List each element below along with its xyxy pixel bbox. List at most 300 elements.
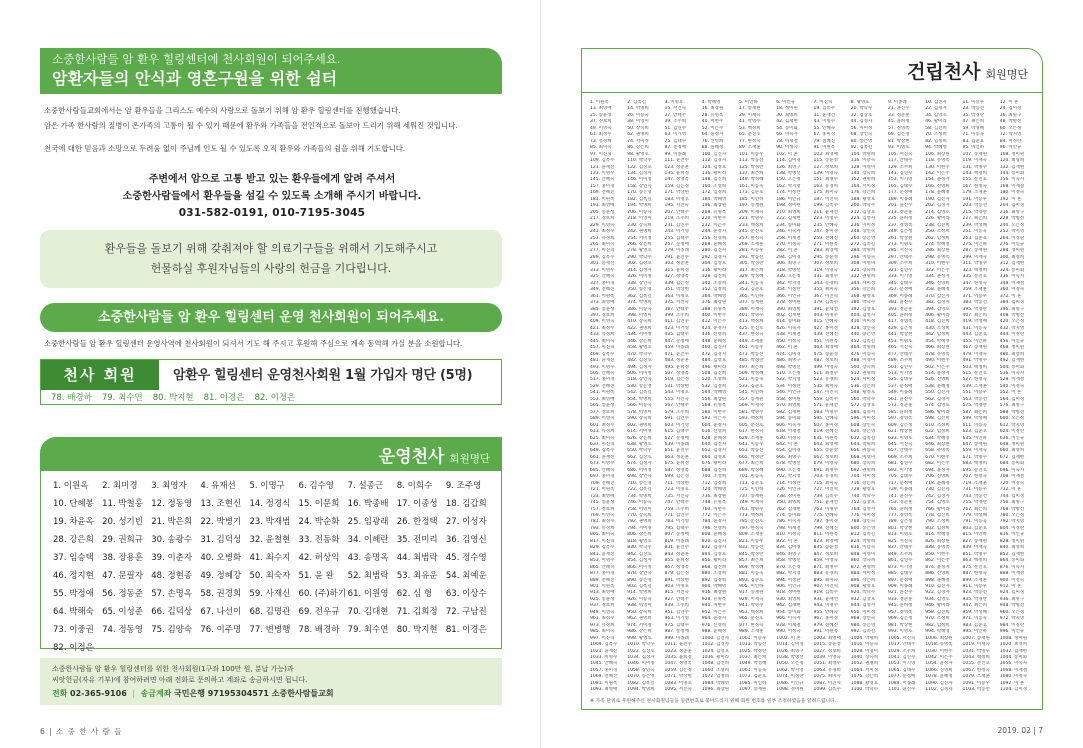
building-angel-member: 822. 이 흔	[776, 538, 798, 544]
building-angel-member: 832. 김경자	[701, 545, 727, 551]
building-angel-member: 138. 박병선	[776, 170, 801, 176]
building-angel-member: 377. 송재원	[739, 300, 764, 306]
building-angel-member: 602. 권명희	[627, 422, 652, 428]
new-member: 78. 배경하	[51, 393, 92, 403]
building-angel-member: 667. 정보희	[813, 454, 838, 460]
building-angel-member: 492. 김재현	[999, 358, 1025, 364]
building-angel-member: 220. 이현주	[701, 216, 727, 222]
building-angel-member: 62. 권명희	[627, 132, 649, 138]
building-angel-member: 918. 정미원	[776, 590, 801, 596]
building-angel-member: 516. 이숙자	[999, 371, 1025, 377]
building-angel-member: 1033. 이명수	[590, 654, 618, 660]
building-angel-member: 1083. 이명호	[664, 680, 692, 686]
operation-angel-member: 5. 이명구	[249, 481, 285, 491]
building-angel-member: 166. 신영희	[925, 183, 950, 189]
building-angel-member: 639. 이종례	[664, 442, 689, 448]
building-angel-member: 512. 권명희	[850, 371, 876, 377]
intro-paragraph-2: 암은 가족 한사람의 질병이 온가족의 고통이 될 수 있기 때문에 환우와 가족들을 전인적으로 돌보아 드리기 위해 세워진 것입니다.	[44, 121, 458, 130]
building-angel-member: 805. 최미숙	[590, 532, 615, 538]
operation-angel-member: 32. 윤철현	[249, 535, 291, 545]
building-angel-member: 147. 정영옥	[664, 177, 689, 183]
operation-angel-grid	[53, 477, 495, 657]
building-angel-member: 662. 김상호	[627, 454, 652, 460]
building-angel-member: 92. 김옥길	[850, 145, 873, 151]
building-angel-member: 300. 최영희	[999, 254, 1025, 260]
building-angel-member: 730. 김진자	[925, 487, 950, 493]
building-angel-member: 85. 최미숙	[590, 145, 612, 151]
building-angel-member: 627. 문정애	[664, 435, 689, 441]
building-angel-member: 376. 최장원	[701, 300, 727, 306]
building-angel-member: 175. 최미숙	[813, 190, 838, 196]
building-angel-member: 292. 김경자	[701, 254, 727, 260]
building-angel-member: 712. 임정희	[701, 480, 727, 486]
building-angel-member: 868. 김진희	[701, 564, 727, 570]
building-angel-member: 929. 이재숙	[739, 596, 764, 602]
building-angel-member: 672. 김재현	[999, 454, 1025, 460]
building-angel-member: 902. 김옥길	[627, 583, 652, 589]
building-angel-member: 1039. 이영숙	[813, 654, 841, 660]
operation-angel-member: 49. 정혜강	[200, 571, 242, 581]
building-angel-member: 444. 이정란	[999, 332, 1025, 338]
building-angel-member: 752. 김상호	[850, 500, 876, 506]
building-angel-member: 623. 김준호	[962, 429, 987, 435]
building-angel-member: 338. 장인숙	[627, 280, 652, 286]
building-angel-member: 686. 이미정	[627, 467, 652, 473]
building-angel-member: 452. 김옥길	[850, 338, 876, 344]
building-angel-member: 57. 정영옥	[888, 125, 910, 131]
building-angel-member: 98. 황영호	[627, 151, 649, 157]
building-angel-member: 468. 정미원	[999, 345, 1025, 351]
building-angel-member: 250. 조성희	[925, 229, 950, 235]
contact-line	[52, 687, 490, 700]
building-angel-member: 403. 이명수	[813, 312, 838, 318]
building-angel-member: 1076. 강은희	[850, 674, 879, 680]
building-angel-member: 564. 김미경	[999, 396, 1025, 402]
building-angel-member: 937. 정보희	[590, 603, 615, 609]
building-angel-member: 469. 김옥수	[590, 351, 615, 357]
building-angel-member: 337. 홍미경	[590, 280, 615, 286]
building-angel-member: 1014. 김미경	[776, 642, 804, 648]
building-angel-member: 38. 이영미	[627, 119, 649, 125]
building-angel-member: 154. 윤정자	[925, 177, 950, 183]
building-angel-member: 837. 안태주	[888, 545, 913, 551]
building-angel-member: 596. 이미정	[850, 416, 876, 422]
building-angel-member: 467. 송재원	[962, 345, 987, 351]
building-angel-member: 956. 이미정	[850, 609, 876, 615]
building-angel-member: 133. 이명수	[590, 170, 615, 176]
building-angel-member: 1006. 최장원	[925, 635, 953, 641]
building-angel-member: 828. 정미원	[999, 538, 1025, 544]
building-angel-member: 50. 장숙희	[627, 125, 649, 131]
building-angel-member: 803. 김준호	[962, 525, 987, 531]
member-number-note: ※ 가족 단위로 후원해주신 천사회원님들을 일련번호로 묶어드리기 위해 회원 번호를 일부 조정하였음을 알려드립니다.	[590, 699, 837, 704]
building-angel-member: 366. 이인규	[776, 293, 801, 299]
building-angel-member: 375. 서진숙	[664, 300, 689, 306]
operation-angel-member: 24. 박순화	[298, 517, 340, 527]
building-angel-member: 522. 박지영	[776, 377, 801, 383]
operation-angel-member: 39. 이춘자	[151, 553, 193, 563]
building-angel-member: 919. 김옥수	[813, 590, 838, 596]
building-angel-member: 408. 박병선	[999, 312, 1025, 318]
building-angel-member: 244. 윤정자	[701, 229, 727, 235]
operation-angel-member: 70. 김대현	[347, 607, 389, 617]
building-angel-member: 1040. 장숙희	[850, 654, 879, 660]
building-angel-member: 733. 최영애	[590, 493, 615, 499]
building-angel-member: 254. 서미정	[627, 235, 652, 241]
building-angel-member: 553. 최영애	[590, 396, 615, 402]
building-angel-member: 732. 이 흔	[999, 487, 1022, 493]
building-angel-member: 95. 이인하	[962, 145, 985, 151]
building-angel-member: 330. 오은정	[776, 274, 801, 280]
building-angel-member: 815. 이인하	[962, 532, 987, 538]
building-angel-member: 986. 강은희	[627, 629, 652, 635]
building-angel-member: 335. 문진호	[962, 274, 987, 280]
building-angel-member: 476. 이승숙	[850, 351, 876, 357]
building-angel-member: 762. 김재현	[776, 506, 801, 512]
building-angel-member: 145. 안혜숙	[590, 177, 615, 183]
building-angel-member: 589. 이영숙	[590, 416, 615, 422]
new-members-list	[51, 391, 295, 403]
building-angel-member: 1004. 박명희	[850, 635, 879, 641]
building-angel-member: 1035. 윤희정	[664, 654, 692, 660]
building-angel-member: 649. 김옥수	[590, 448, 615, 454]
building-angel-member: 413. 백정희	[739, 319, 764, 325]
building-angel-member: 252. 박지영	[999, 229, 1025, 235]
building-angel-member: 994. 박혜영	[925, 629, 950, 635]
building-angel-member: 91. 이원옥	[813, 145, 836, 151]
building-angel-subtitle: 회원명단	[985, 68, 1028, 81]
building-angel-member: 1015. 송윤성	[813, 642, 841, 648]
building-angel-member: 453. 이명호	[888, 338, 913, 344]
operation-angel-member: 46. 정지현	[53, 571, 94, 581]
building-angel-member: 223. 이명수	[813, 216, 838, 222]
building-angel-member: 770. 장숙희	[627, 513, 652, 518]
building-angel-member: 705. 김태수	[888, 474, 913, 480]
building-angel-member: 1069. 전혜진	[590, 674, 618, 680]
building-angel-member: 912. 이 흔	[999, 583, 1022, 589]
building-angel-member: 744. 김미경	[999, 493, 1025, 499]
building-angel-member: 29. 이재숙	[739, 112, 761, 118]
building-angel-member: 1008. 정미원	[999, 635, 1028, 641]
building-angel-member: 1072. 임정희	[701, 674, 730, 680]
building-angel-member: 129. 조주희	[888, 164, 913, 170]
building-angel-member: 1049. 박성혜	[739, 661, 767, 667]
building-angel-member: 536. 강은희	[850, 383, 876, 389]
building-angel-member: 731. 이승우	[962, 487, 987, 493]
operation-angel-member: 42. 허상익	[298, 553, 340, 563]
building-angel-member: 808. 윤혜정	[701, 532, 727, 538]
building-angel-member: 1091. 이승우	[962, 680, 990, 686]
building-angel-member: 793. 유경희	[590, 525, 615, 531]
building-angel-member: 973. 유경희	[590, 622, 615, 628]
building-angel-member: 869. 박성혜	[739, 564, 764, 570]
building-angel-member: 768. 박병선	[999, 506, 1025, 512]
building-angel-member: 125. 박경란	[739, 164, 764, 170]
building-angel-member: 424. 윤정자	[701, 325, 727, 331]
building-angel-member: 227. 최은희	[962, 216, 987, 222]
building-angel-member: 782. 권명희	[627, 519, 652, 525]
building-angel-member: 101. 이승우	[739, 151, 764, 157]
building-angel-member: 66. 이숙자	[776, 132, 798, 138]
building-angel-member: 747. 안태주	[664, 500, 689, 506]
building-angel-member: 454. 박혜영	[925, 338, 950, 344]
building-angel-member: 58. 김진희	[925, 125, 947, 131]
building-angel-member: 364. 박혜영	[701, 293, 727, 299]
building-angel-member: 1082. 김옥길	[627, 680, 655, 686]
building-angel-member: 76. 신영희	[701, 138, 724, 144]
building-angel-member: 164. 서미정	[850, 183, 876, 189]
building-angel-member: 1100. 박학수	[850, 687, 879, 693]
building-angel-member: 989. 조재훈	[739, 629, 764, 635]
building-angel-member: 845. 박경란	[739, 551, 764, 557]
building-angel-member: 509. 박성혜	[739, 371, 764, 377]
building-angel-member: 765. 윤희정	[888, 506, 913, 512]
operation-angel-member: 71. 김희정	[396, 607, 438, 617]
building-angel-member: 141. 김연수	[888, 170, 913, 176]
building-angel-member: 67. 홍미경	[813, 132, 836, 138]
building-angel-member: 999. 이종례	[664, 635, 689, 641]
building-angel-member: 934. 김영호	[925, 596, 950, 602]
building-angel-member: 818. 황영호	[627, 538, 652, 544]
operation-angel-member: 21. 박은희	[151, 517, 193, 527]
building-angel-member: 422. 권명희	[627, 325, 652, 331]
building-angel-member: 483. 정준훈	[664, 358, 689, 364]
operation-angel-member: 17. 이종성	[396, 499, 438, 509]
building-angel-member: 1000. 김진자	[701, 635, 730, 641]
building-angel-member: 896. 강은희	[850, 577, 876, 583]
building-angel-member: 983. 김준호	[962, 622, 987, 628]
building-angel-member: 529. 전혜진	[590, 383, 615, 389]
building-angel-member: 724. 박혜영	[701, 487, 727, 493]
building-angel-member: 162. 박지영	[776, 183, 801, 189]
building-angel-member: 1030. 이현주	[925, 648, 953, 654]
building-angel-member: 1058. 장인숙	[627, 667, 655, 673]
building-angel-member: 1057. 홍미경	[590, 667, 618, 673]
building-angel-member: 61. 최정수	[590, 132, 612, 138]
building-angel-member: 182. 김옥길	[627, 196, 652, 202]
building-angel-member: 626. 강은희	[627, 435, 652, 441]
building-angel-member: 1070. 송은영	[627, 674, 655, 680]
building-angel-member: 823. 최영애	[813, 538, 838, 544]
building-angel-member: 771. 김연수	[664, 513, 689, 518]
building-angel-member: 915. 서진숙	[664, 590, 689, 596]
building-angel-member: 678. 박병선	[776, 461, 801, 467]
building-angel-member: 836. 이승숙	[850, 545, 876, 551]
building-angel-member: 17. 송재원	[739, 106, 761, 112]
building-angel-member: 18. 정미원	[776, 106, 798, 112]
building-angel-member: 329. 박성혜	[739, 274, 764, 280]
building-angel-member: 847. 정보희	[813, 551, 838, 557]
building-angel-member: 944. 김성자	[850, 603, 876, 609]
building-angel-member: 59. 박성혜	[962, 125, 985, 131]
building-angel-member: 397. 정보희	[590, 312, 615, 318]
building-angel-member: 666. 최명구	[776, 454, 801, 460]
building-angel-member: 526. 신영희	[925, 377, 950, 383]
building-angel-member: 697. 홍미경	[590, 474, 615, 480]
building-angel-member: 69. 김은정	[888, 132, 910, 138]
account-number: 국민은행 97195304571 소중한사람들교회	[174, 689, 334, 698]
building-angel-member: 811. 이원옥	[813, 532, 838, 538]
building-angel-member: 421. 최정수	[590, 325, 615, 331]
operation-angel-member: 44. 최범락	[396, 553, 438, 563]
building-angel-member: 425. 문진호	[739, 325, 764, 331]
building-angel-member: 159. 김은정	[664, 183, 689, 189]
building-angel-member: 960. 오은정	[999, 609, 1025, 615]
building-angel-member: 460. 김진자	[701, 345, 727, 351]
building-angel-member: 3. 이명호	[664, 100, 684, 105]
building-angel-member: 506. 이미정	[627, 371, 652, 377]
building-angel-member: 565. 송윤성	[590, 403, 615, 409]
building-angel-member: 295. 송윤성	[813, 254, 838, 260]
building-angel-member: 703. 유경희	[813, 474, 838, 480]
building-angel-member: 289. 김옥수	[590, 254, 615, 260]
building-angel-member: 430. 조성희	[925, 325, 950, 331]
building-angel-member: 1032. 김재현	[999, 648, 1028, 654]
building-angel-member: 22. 김경자	[925, 106, 947, 112]
building-angel-member: 788. 장인숙	[850, 519, 876, 525]
building-angel-member: 763. 이명수	[813, 506, 838, 512]
building-angel-member: 174. 이정란	[776, 190, 801, 196]
phone-number: 02-365-9106	[70, 689, 127, 698]
building-angel-member: 905. 이인하	[739, 583, 764, 589]
building-angel-member: 998. 황영호	[627, 635, 652, 641]
building-angel-member: 323. 백정희	[962, 267, 987, 273]
building-angel-member: 388. 유명옥	[701, 306, 727, 312]
building-angel-member: 927. 안태주	[664, 596, 689, 602]
building-angel-member: 108. 정미원	[999, 151, 1025, 157]
building-angel-member: 1101. 윤진수	[888, 687, 916, 693]
building-angel-member: 923. 박동선	[962, 590, 987, 596]
building-angel-member: 251. 이동욱	[962, 229, 987, 235]
building-angel-member: 341. 이동욱	[739, 280, 764, 286]
building-angel-member: 599. 박성혜	[962, 416, 987, 422]
building-angel-member: 740. 박학수	[850, 493, 876, 499]
building-angel-member: 225. 윤희정	[888, 216, 913, 222]
building-angel-member: 1056. 이숙자	[999, 661, 1028, 667]
operation-angel-member: 2. 최미경	[102, 481, 138, 491]
building-angel-member: 457. 이진혁	[590, 345, 615, 351]
building-angel-member: 721. 이원옥	[590, 487, 615, 493]
building-angel-member: 652. 김경자	[701, 448, 727, 454]
building-angel-member: 172. 임정희	[701, 190, 727, 196]
building-angel-member: 218. 이영미	[627, 216, 652, 222]
building-angel-member: 650. 박학수	[627, 448, 652, 454]
building-angel-member: 877. 홍미경	[590, 571, 615, 577]
contact-phones: 031-582-0191, 010-7195-3045	[178, 207, 366, 219]
building-angel-member: 336. 이숙자	[999, 274, 1025, 280]
building-angel-member: 544. 박혜영	[701, 390, 727, 396]
building-angel-member: 47. 최은희	[962, 119, 985, 125]
building-angel-member: 332. 권명희	[850, 274, 876, 280]
building-angel-member: 901. 이원옥	[590, 583, 615, 589]
building-angel-member: 899. 조재훈	[962, 577, 987, 583]
building-angel-member: 363. 이명호	[664, 293, 689, 299]
building-angel-member: 401. 박명수	[739, 312, 764, 318]
building-angel-member: 405. 윤희정	[888, 312, 913, 318]
intro-paragraph-1: 소중한사람들교회에서는 암 환우들을 그리스도 예수의 사랑으로 돌보기 위해 암 환우 힐링센터를 진행했습니다.	[44, 106, 401, 115]
building-angel-member: 297. 안태주	[888, 254, 913, 260]
building-angel-member: 696. 이숙자	[999, 467, 1025, 473]
building-angel-member: 974. 서미정	[627, 622, 652, 628]
phone-label: 전화	[52, 689, 68, 698]
building-angel-member: 563. 박동선	[962, 396, 987, 402]
building-angel-member: 787. 홍미경	[813, 519, 838, 525]
building-angel-member: 979. 전혜진	[813, 622, 838, 628]
operation-angel-member: 72. 구남진	[445, 607, 487, 617]
building-angel-member: 1060. 조성희	[701, 667, 730, 673]
building-angel-member: 73. 유경희	[590, 138, 612, 144]
building-angel-member: 906. 이인규	[776, 583, 801, 589]
building-angel-member: 241. 최정수	[590, 229, 615, 235]
building-angel-member: 280. 김진자	[701, 248, 727, 254]
building-angel-member: 908. 황영호	[850, 583, 876, 589]
account-label: 송금계좌	[140, 689, 172, 698]
building-angel-member: 548. 황영호	[850, 390, 876, 396]
building-angel-member: 1065. 김태수	[888, 667, 916, 673]
building-angel-member: 304. 김영호	[701, 261, 727, 267]
building-angel-member: 428. 장인숙	[850, 325, 876, 331]
building-angel-member: 121. 윤재선	[590, 164, 615, 170]
building-angel-member: 886. 신영희	[925, 571, 950, 577]
building-angel-member: 290. 박학수	[627, 254, 652, 260]
building-angel-member: 965. 문진호	[739, 616, 764, 622]
building-angel-member: 867. 정영옥	[664, 564, 689, 570]
building-angel-member: 472. 김경자	[701, 351, 727, 357]
building-angel-member: 895. 최미숙	[813, 577, 838, 583]
building-angel-member: 913. 최영애	[590, 590, 615, 596]
building-angel-member: 344. 서미정	[850, 280, 876, 286]
building-angel-member: 795. 김태수	[664, 525, 689, 531]
building-angel-member: 1089. 이종례	[888, 680, 916, 686]
building-angel-member: 996. 이인규	[999, 629, 1025, 635]
building-angel-member: 433. 유경희	[590, 332, 615, 338]
building-angel-member: 935. 박경란	[962, 596, 987, 602]
building-angel-member: 641. 이승우	[739, 442, 764, 448]
building-angel-member: 494. 김성자	[627, 364, 652, 370]
building-angel-member: 152. 권명희	[850, 177, 876, 183]
building-angel-member: 584. 김성자	[850, 409, 876, 415]
building-angel-member: 1026. 최명구	[776, 648, 804, 654]
building-angel-member: 1029. 조주희	[888, 648, 916, 654]
building-angel-member: 955. 안혜숙	[813, 609, 838, 615]
building-angel-member: 829. 김옥수	[590, 545, 615, 551]
operation-angel-member: 12. 정동영	[151, 499, 193, 509]
building-angel-member: 412. 이은주	[701, 319, 727, 325]
building-angel-member: 588. 박병선	[999, 409, 1025, 415]
operation-angel-member: 69. 전우규	[298, 607, 340, 617]
building-angel-member: 259. 전혜진	[813, 235, 838, 241]
building-angel-member: 249. 김은정	[888, 229, 913, 235]
building-angel-member: 488. 이영미	[850, 358, 876, 364]
building-angel-member: 184. 박혜영	[701, 196, 727, 202]
building-angel-member: 171. 박상현	[664, 190, 689, 196]
building-angel-member: 566. 이승숙	[627, 403, 652, 409]
building-angel-member: 165. 김태수	[888, 183, 913, 189]
building-angel-member: 643. 최영애	[813, 442, 838, 448]
building-angel-member: 491. 박명수	[962, 358, 987, 364]
building-angel-member: 169. 전혜진	[590, 190, 615, 196]
building-angel-member: 94. 박혜영	[925, 145, 947, 151]
building-angel-member: 928. 유명옥	[701, 596, 727, 602]
building-angel-member: 799. 전혜진	[813, 525, 838, 531]
building-angel-member: 778. 김진희	[925, 513, 950, 518]
building-angel-member: 710. 송은영	[627, 480, 652, 486]
building-angel-member: 371. 이승우	[962, 293, 987, 299]
building-angel-member: 179. 조재훈	[962, 190, 987, 196]
building-angel-member: 253. 유경희	[590, 235, 615, 241]
building-angel-member: 571. 윤재선	[813, 403, 838, 409]
building-angel-member: 534. 이정란	[776, 383, 801, 389]
